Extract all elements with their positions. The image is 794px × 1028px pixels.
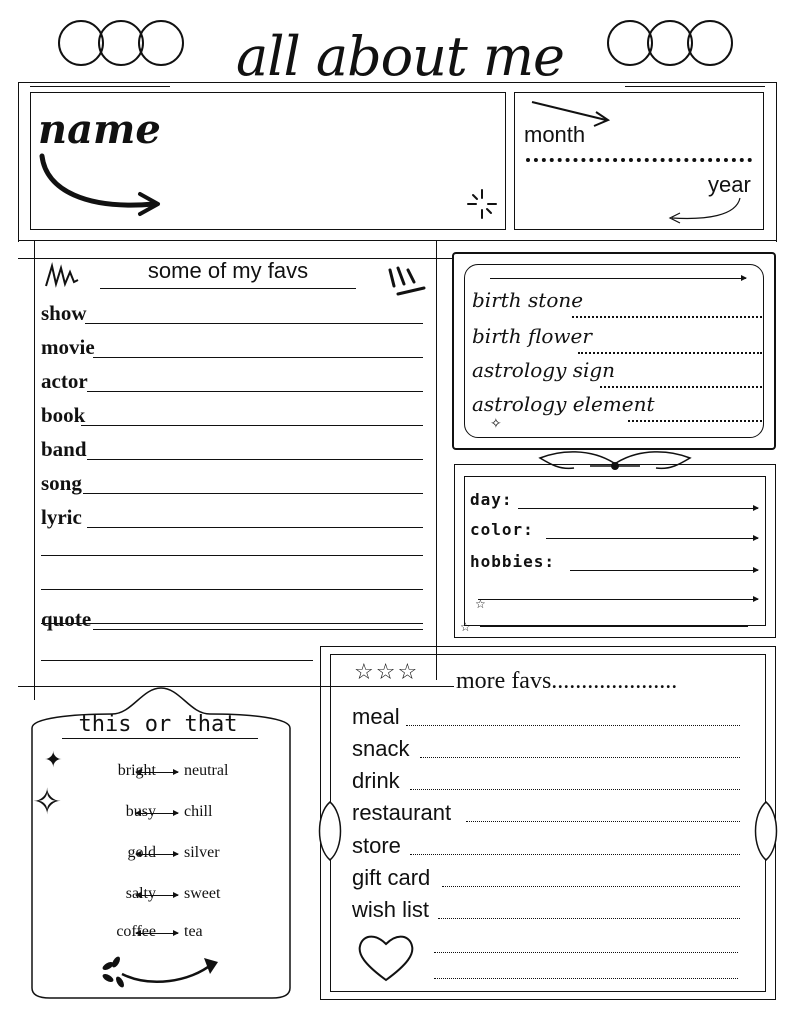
double-arrow-icon [136,813,178,814]
sparkle-small-icon: ✦ [44,748,63,773]
birth-label-1: birth flower [472,324,592,348]
quote-label: quote [41,607,92,631]
favs-left-line [34,240,35,700]
fav-row-show[interactable] [41,302,423,328]
more-favs-row-2[interactable] [352,768,740,796]
star-outline-icon: ☆ [475,597,486,611]
quote-row[interactable] [41,608,423,634]
option-right[interactable]: tea [184,923,203,940]
this-or-that-pair[interactable] [74,923,274,943]
more-favs-row-1[interactable] [352,736,740,764]
daily-bottom-line [480,626,748,627]
birth-line-0[interactable] [572,316,762,318]
heart-icon [356,930,416,984]
fav-label: song [41,471,82,495]
frame-top-line-inner-right [625,86,765,87]
more-favs-label: store [352,833,401,858]
vine-arrow-icon [100,952,224,992]
fav-row-band[interactable] [41,438,423,464]
accent-lines-icon [386,264,426,300]
frame-top-line [18,82,776,83]
more-favs-heading: more favs..................... [456,668,678,694]
favs-heading-underline [100,288,356,289]
option-right[interactable]: neutral [184,762,229,779]
frame-top-line-inner [30,86,170,87]
birth-label-0: birth stone [472,288,584,312]
month-label: month [524,122,586,147]
daily-label-2: hobbies: [470,552,556,571]
month-line [526,158,752,162]
this-or-that-pair[interactable] [74,885,274,905]
fav-row-book[interactable] [41,404,423,430]
more-favs-row-6[interactable] [352,897,740,925]
year-label: year [708,172,751,197]
daily-label-0: day: [470,490,513,509]
more-favs-label: snack [352,736,410,761]
birth-label-3: astrology element [472,392,655,416]
option-left[interactable]: busy [125,803,156,820]
more-favs-row-0[interactable] [352,704,740,732]
fav-label: show [41,301,87,325]
daily-extra-line-1[interactable] [478,599,758,600]
birth-label-2: astrology sign [472,358,616,382]
small-sparkle-icon: ✧ [490,416,502,432]
this-or-that-pair[interactable] [74,844,274,864]
birth-arrow-line [490,278,746,279]
arrow-left-icon [666,196,746,226]
daily-label-1: color: [470,520,534,539]
fav-row-movie[interactable] [41,336,423,362]
birth-line-3[interactable] [628,420,762,422]
star-outline-icon-2: ☆ [460,620,471,634]
double-arrow-icon [136,854,178,855]
sparkle-icon [466,188,498,220]
more-favs-label: restaurant [352,800,452,825]
this-or-that-pair[interactable] [74,803,274,823]
favs-extra-line-2[interactable] [41,568,423,594]
option-right[interactable]: chill [184,803,213,820]
name-label: name [38,106,161,153]
fav-label: lyric [41,505,82,529]
favs-extra-line-1[interactable] [41,534,423,560]
this-or-that-heading: this or that [78,712,238,737]
this-or-that-pair[interactable] [74,762,274,782]
daily-line-2[interactable] [570,570,758,571]
daily-line-0[interactable] [518,508,758,509]
rings-left-icon [56,18,186,68]
wish-list-line-2[interactable] [434,952,738,953]
fav-row-lyric[interactable] [41,506,423,532]
more-favs-label: wish list [352,897,430,922]
wish-list-line-3[interactable] [434,978,738,979]
fav-label: movie [41,335,95,359]
option-left[interactable]: salty [125,885,156,902]
more-favs-row-5[interactable] [352,865,740,893]
frame-right-line [776,82,777,242]
double-arrow-icon [136,772,178,773]
more-favs-label: meal [352,704,400,729]
option-right[interactable]: silver [184,844,220,861]
option-right[interactable]: sweet [184,885,221,902]
fav-label: band [41,437,87,461]
curved-arrow-icon [36,150,166,220]
more-favs-row-3[interactable] [352,800,740,828]
more-favs-heading-line [350,686,454,687]
double-arrow-icon [136,895,178,896]
fav-label: book [41,403,86,427]
option-left[interactable]: gold [127,844,156,861]
scribble-icon [44,262,80,290]
quote-line-2[interactable] [41,660,313,661]
more-favs-label: gift card [352,865,431,890]
rings-right-icon [605,18,735,68]
more-favs-label: drink [352,768,400,793]
page-title: all about me [236,25,564,88]
fav-label: actor [41,369,88,393]
this-or-that-underline [62,738,258,739]
double-arrow-icon [136,933,178,934]
three-stars-icon: ☆☆☆ [354,660,420,685]
option-left[interactable]: coffee [116,923,156,940]
favs-right-line [436,240,437,680]
frame-bottom-line [18,240,776,241]
more-favs-row-4[interactable] [352,833,740,861]
frame-left-line [18,82,19,242]
daily-top-line [486,476,750,477]
fav-row-actor[interactable] [41,370,423,396]
birth-line-1[interactable] [578,352,762,354]
sparkle-large-icon: ✧ [32,782,63,823]
favs-heading: some of my favs [147,258,309,283]
birth-line-2[interactable] [600,386,762,388]
fav-row-song[interactable] [41,472,423,498]
option-left[interactable]: bright [117,762,156,779]
daily-line-1[interactable] [546,538,758,539]
